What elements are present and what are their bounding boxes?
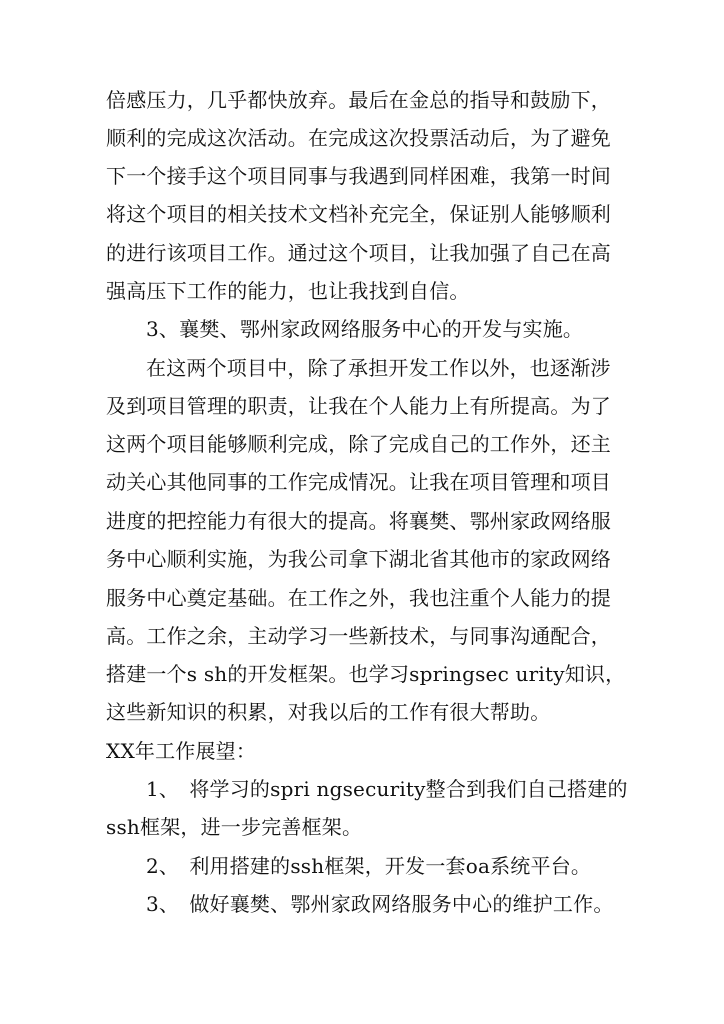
list-item: 2、 利用搭建的ssh框架，开发一套oa系统平台。 xyxy=(146,854,592,878)
text-line: 下一个接手这个项目同事与我遇到同样困难，我第一时间 xyxy=(106,164,611,188)
text-line: 搭建一个s sh的开发框架。也学习springsec urity知识， xyxy=(106,662,626,686)
text-line: 服务中心奠定基础。在工作之外，我也注重个人能力的提 xyxy=(106,586,611,610)
section-heading: 3、襄樊、鄂州家政网络服务中心的开发与实施。 xyxy=(146,317,584,341)
text-line: 及到项目管理的职责，让我在个人能力上有所提高。为了 xyxy=(106,394,611,418)
text-line: 顺利的完成这次活动。在完成这次投票活动后，为了避免 xyxy=(106,126,611,150)
text-line: 高。工作之余，主动学习一些新技术，与同事沟通配合， xyxy=(106,624,611,648)
text-line: 务中心顺利实施，为我公司拿下湖北省其他市的家政网络 xyxy=(106,547,611,571)
text-line: 这两个项目能够顺利完成，除了完成自己的工作外，还主 xyxy=(106,432,611,456)
text-line: 强高压下工作的能力，也让我找到自信。 xyxy=(106,279,470,303)
text-line: 倍感压力，几乎都快放弃。最后在金总的指导和鼓励下， xyxy=(106,88,611,112)
list-item: 3、 做好襄樊、鄂州家政网络服务中心的维护工作。 xyxy=(146,892,614,916)
text-line: 将这个项目的相关技术文档补充完全，保证别人能够顺利 xyxy=(106,202,611,226)
text-line: 动关心其他同事的工作完成情况。让我在项目管理和项目 xyxy=(106,470,611,494)
list-item-continuation: ssh框架，进一步完善框架。 xyxy=(106,815,363,839)
list-item: 1、 将学习的spri ngsecurity整合到我们自己搭建的 xyxy=(146,777,628,801)
section-title: XX年工作展望： xyxy=(106,739,257,763)
paragraph-first-line: 在这两个项目中，除了承担开发工作以外，也逐渐涉 xyxy=(146,356,611,380)
text-line: 进度的把控能力有很大的提高。将襄樊、鄂州家政网络服 xyxy=(106,509,611,533)
text-line: 的进行该项目工作。通过这个项目，让我加强了自己在高 xyxy=(106,241,611,265)
text-line: 这些新知识的积累，对我以后的工作有很大帮助。 xyxy=(106,700,551,724)
